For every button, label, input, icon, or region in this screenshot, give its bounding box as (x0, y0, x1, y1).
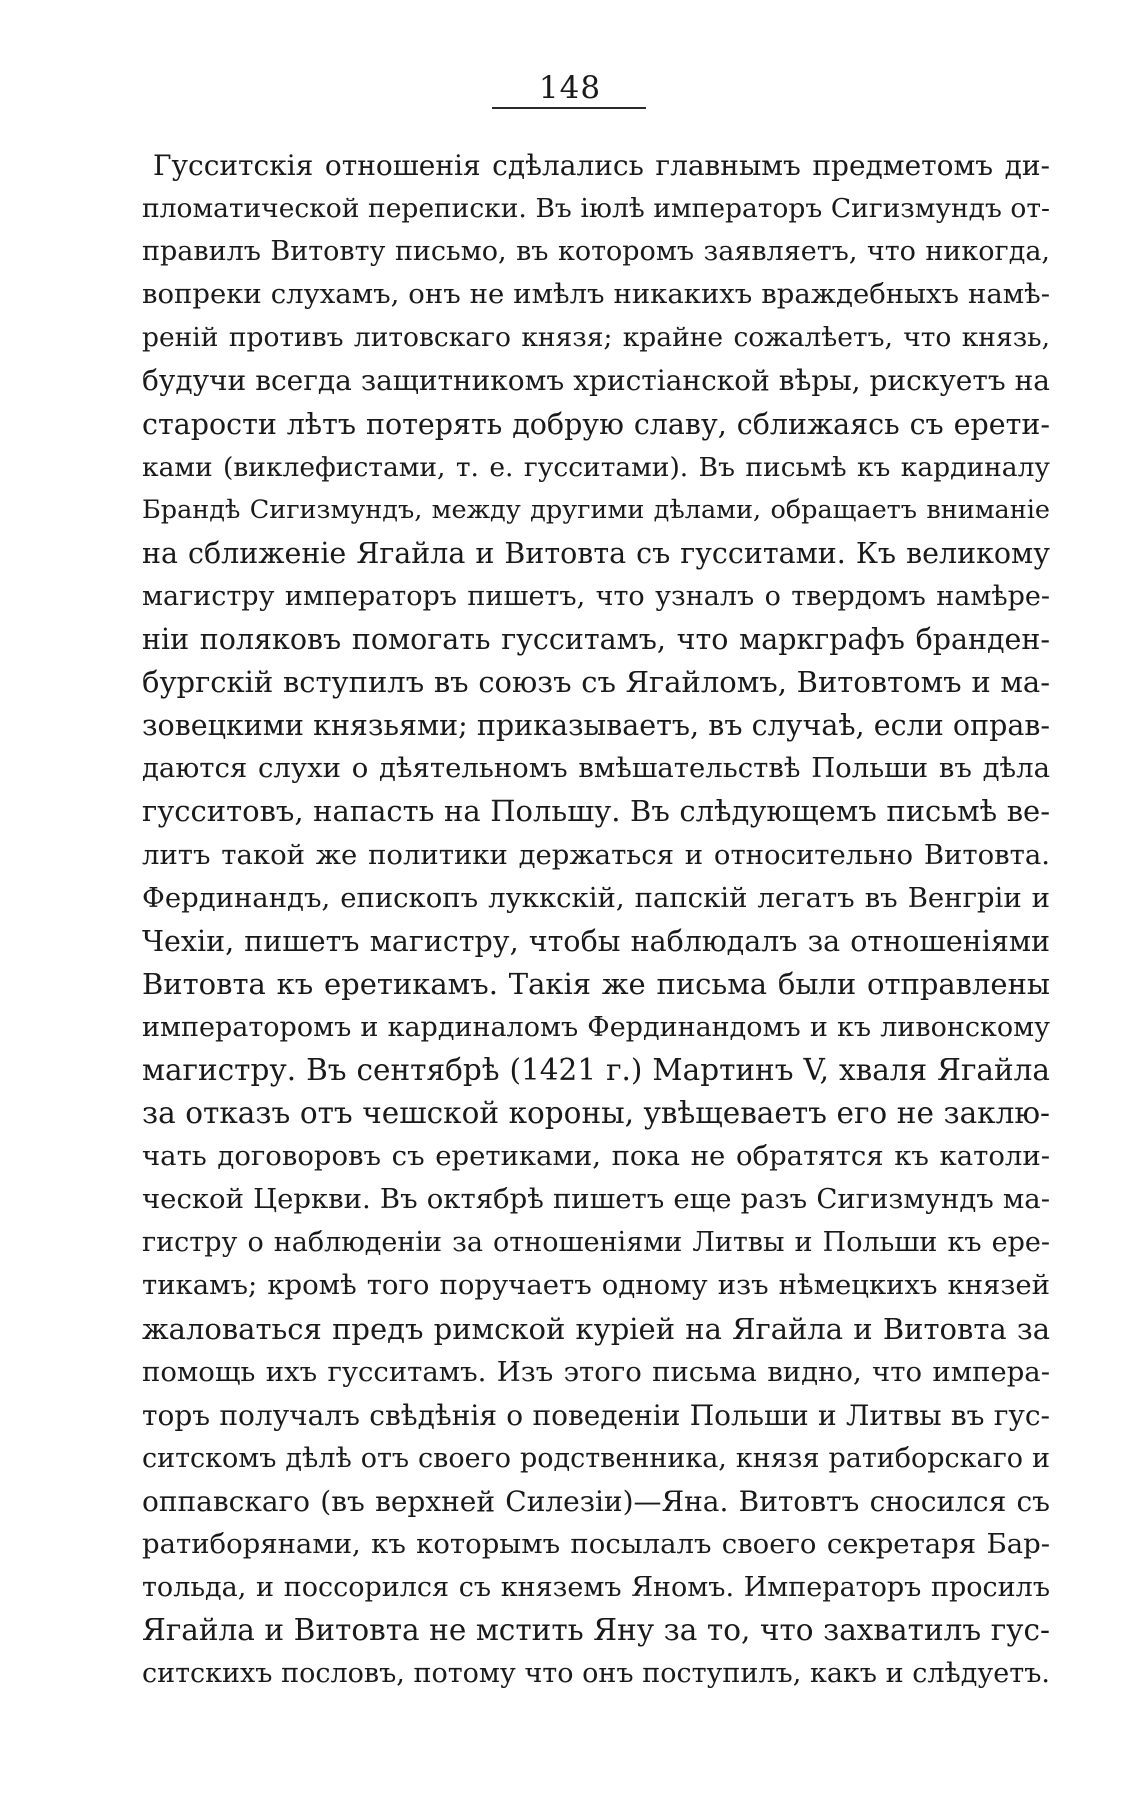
text-line: ратиборянами, къ которымъ посылалъ своего секретаря Бар- (142, 1528, 1050, 1560)
text-line: на сближеніе Ягайла и Витовта съ гусситами. Къ великому (142, 536, 1050, 570)
body-text (142, 144, 1050, 1695)
text-line: за отказъ отъ чешской короны, увѣщеваетъ его не заклю- (142, 1096, 1050, 1131)
text-line: тольда, и поссорился съ княземъ Яномъ. Императоръ просилъ (142, 1572, 1050, 1604)
text-line: ситскихъ пословъ, потому что онъ поступилъ, какъ и слѣдуетъ. (142, 1658, 1050, 1690)
text-line: гусситовъ, напасть на Польшу. Въ слѣдующемъ письмѣ ве- (142, 794, 1050, 829)
text-line: магистру императоръ пишетъ, что узналъ о твердомъ намѣре- (142, 580, 1050, 612)
page-number-rule (492, 107, 646, 109)
text-line: торъ получалъ свѣдѣнія о поведеніи Польши и Литвы въ гус- (142, 1398, 1050, 1432)
text-line: Гусситскія отношенія сдѣлались главнымъ предметомъ ди- (153, 149, 1050, 182)
text-line: оппавскаго (въ верхней Силезіи)—Яна. Витовтъ сносился съ (142, 1484, 1050, 1518)
text-line: ситскомъ дѣлѣ отъ своего родственника, князя ратиборскаго и (142, 1442, 1050, 1474)
text-line: даются слухи о дѣятельномъ вмѣшательствѣ Польши въ дѣла (142, 752, 1050, 785)
text-line: чать договоровъ съ еретиками, пока не обратятся къ католи- (142, 1140, 1050, 1173)
text-line: старости лѣтъ потерять добрую славу, сближаясь съ ерети- (142, 407, 1050, 441)
text-line: помощь ихъ гусситамъ. Изъ этого письма видно, что импера- (142, 1355, 1050, 1388)
text-line: бургскій вступилъ въ союзъ съ Ягайломъ, Витовтомъ и ма- (142, 665, 1050, 700)
text-line: ками (виклефистами, т. е. гусситами). Въ письмѣ къ кардиналу (142, 451, 1050, 483)
text-line: гистру о наблюденіи за отношеніями Литвы и Польши къ ере- (142, 1227, 1050, 1259)
text-line: будучи всегда защитникомъ христіанской вѣры, рискуетъ на (142, 364, 1050, 398)
text-line: Ягайла и Витовта не мстить Яну за то, что захватилъ гус- (142, 1613, 1050, 1648)
text-line: Витовта къ еретикамъ. Такія же письма были отправлены (142, 966, 1050, 1001)
text-line: зовецкими князьями; приказываетъ, въ случаѣ, если оправ- (142, 709, 1050, 743)
text-line: вопреки слухамъ, онъ не имѣлъ никакихъ враждебныхъ намѣ- (142, 278, 1050, 311)
text-line: ніи поляковъ помогать гусситамъ, что маркграфъ бранден- (142, 623, 1050, 657)
text-line: литъ такой же политики держаться и относительно Витовта. (142, 838, 1050, 871)
text-line: жаловаться предъ римской куріей на Ягайла и Витовта за (142, 1311, 1050, 1346)
text-line: магистру. Въ сентябрѣ (1421 г.) Мартинъ V, хваля Ягайла (142, 1052, 1050, 1087)
text-line: реній противъ литовскаго князя; крайне сожалѣетъ, что князь, (142, 322, 1050, 354)
text-line: пломатической переписки. Въ іюлѣ императоръ Сигизмундъ от- (142, 193, 1050, 225)
text-line: тикамъ; кромѣ того поручаетъ одному изъ нѣмецкихъ князей (142, 1269, 1050, 1302)
text-line: Брандѣ Сигизмундъ, между другими дѣлами, обращаетъ вниманіе (142, 494, 1050, 525)
text-line: императоромъ и кардиналомъ Фердинандомъ и къ ливонскому (142, 1011, 1050, 1043)
text-line: Чехіи, пишетъ магистру, чтобы наблюдалъ за отношеніями (142, 924, 1050, 958)
text-line: правилъ Витовту письмо, въ которомъ заявляетъ, что никогда, (142, 236, 1050, 268)
page-number: 148 (538, 70, 602, 106)
text-line: Фердинандъ, епископъ луккскій, папскій легатъ въ Венгріи и (142, 881, 1050, 914)
text-line: ческой Церкви. Въ октябрѣ пишетъ еще разъ Сигизмундъ ма- (142, 1183, 1050, 1216)
